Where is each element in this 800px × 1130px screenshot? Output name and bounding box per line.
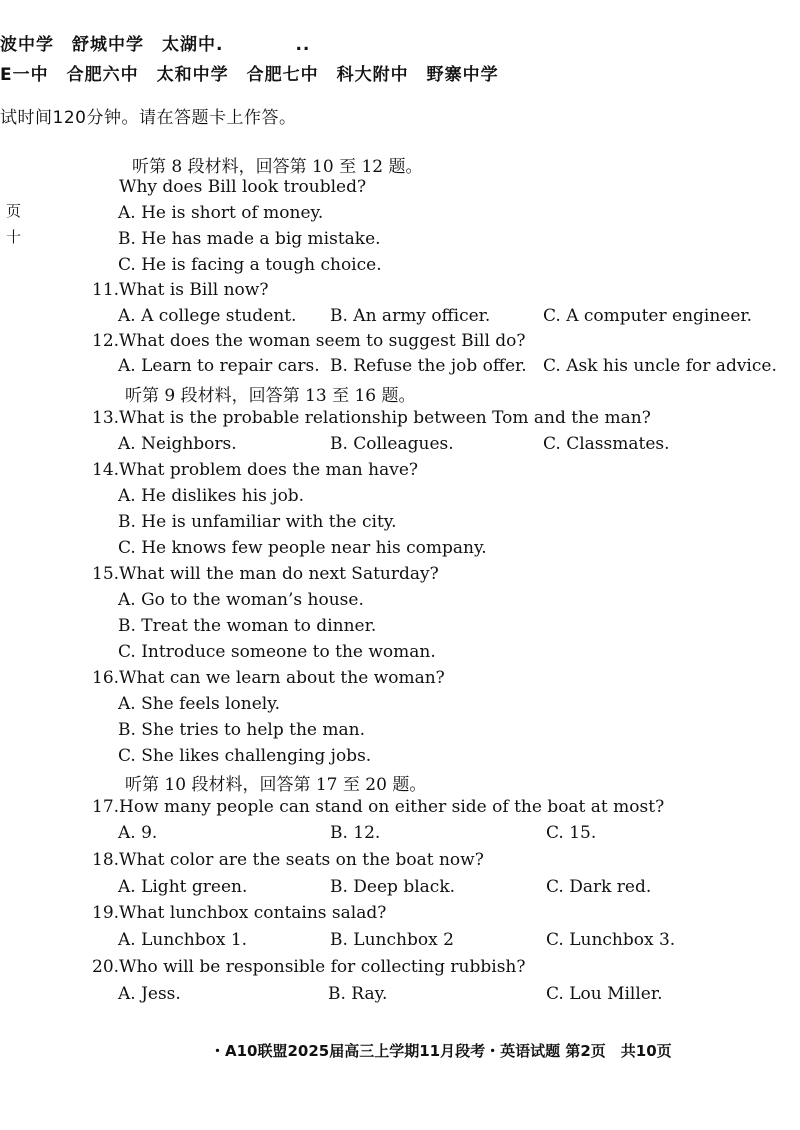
- option: A. Light green.: [118, 877, 248, 897]
- option: A. A college student.: [118, 306, 297, 326]
- option: A. Jess.: [118, 984, 181, 1004]
- question-number: 13.: [92, 408, 120, 428]
- question-text: What can we learn about the woman?: [119, 668, 445, 688]
- option: C. Dark red.: [546, 877, 652, 897]
- question-number: 18.: [92, 850, 120, 870]
- option: A. 9.: [118, 823, 158, 843]
- question-text: Who will be responsible for collecting rubbish?: [119, 957, 526, 977]
- section-intro: 听第 8 段材料，回答第 10 至 12 题。: [132, 157, 423, 177]
- exam-time-note: 试时间120分钟。请在答题卡上作答。: [0, 108, 297, 128]
- question-number: 19.: [92, 903, 120, 923]
- question-text: What lunchbox contains salad?: [119, 903, 387, 923]
- option: C. He knows few people near his company.: [118, 538, 487, 558]
- option: A. Learn to repair cars.: [118, 356, 320, 376]
- question-number: 20.: [92, 957, 120, 977]
- option: C. She likes challenging jobs.: [118, 746, 372, 766]
- option: C. Lunchbox 3.: [546, 930, 676, 950]
- option: B. Deep black.: [330, 877, 456, 897]
- page-footer: ・A10联盟2025届高三上学期11月段考・英语试题 第2页 共10页: [210, 1042, 672, 1060]
- question-12: [92, 331, 526, 351]
- question-number: 16.: [92, 668, 120, 688]
- option: C. Lou Miller.: [546, 984, 663, 1004]
- option: B. Colleagues.: [330, 434, 454, 454]
- margin-mark: 页: [6, 202, 22, 220]
- option: B. He is unfamiliar with the city.: [118, 512, 397, 532]
- option: B. 12.: [330, 823, 381, 843]
- question-19: [92, 903, 386, 923]
- option: B. Treat the woman to dinner.: [118, 616, 377, 636]
- option: B. An army officer.: [330, 306, 491, 326]
- question-text: Why does Bill look troubled?: [119, 177, 367, 197]
- question-number: 12.: [92, 331, 120, 351]
- question-14: [92, 460, 418, 480]
- question-text: What color are the seats on the boat now?: [119, 850, 484, 870]
- option: A. Lunchbox 1.: [118, 930, 248, 950]
- question-number: 11.: [92, 280, 120, 300]
- question-17: [92, 797, 664, 817]
- option: A. Neighbors.: [118, 434, 237, 454]
- question-text: What does the woman seem to suggest Bill do?: [119, 331, 526, 351]
- question-text: What will the man do next Saturday?: [119, 564, 439, 584]
- question-18: [92, 850, 484, 870]
- margin-mark: 十: [6, 228, 22, 246]
- option: A. He dislikes his job.: [118, 486, 305, 506]
- question-13: [92, 408, 651, 428]
- option: C. Ask his uncle for advice.: [543, 356, 777, 376]
- question-number: 14.: [92, 460, 120, 480]
- option: B. Refuse the job offer.: [330, 356, 527, 376]
- option: C. Introduce someone to the woman.: [118, 642, 436, 662]
- option: A. He is short of money.: [118, 203, 324, 223]
- option: B. Lunchbox 2: [330, 930, 454, 950]
- question-text: What is Bill now?: [119, 280, 269, 300]
- question-text: What problem does the man have?: [119, 460, 419, 480]
- option: C. 15.: [546, 823, 597, 843]
- option: B. She tries to help the man.: [118, 720, 365, 740]
- question-number: 17.: [92, 797, 120, 817]
- question-number: 15.: [92, 564, 120, 584]
- question-11: [92, 280, 268, 300]
- question-text: What is the probable relationship between Tom and the man?: [119, 408, 651, 428]
- option: C. A computer engineer.: [543, 306, 753, 326]
- option: C. He is facing a tough choice.: [118, 255, 382, 275]
- option: A. She feels lonely.: [118, 694, 280, 714]
- section-intro: 听第 9 段材料，回答第 13 至 16 题。: [125, 386, 416, 406]
- option: A. Go to the woman’s house.: [118, 590, 364, 610]
- header-schools-line2: E一中 合肥六中 太和中学 合肥七中 科大附中 野寨中学: [0, 65, 499, 85]
- header-schools-line1: 波中学 舒城中学 太湖中. ..: [0, 35, 311, 55]
- question-15: [92, 564, 439, 584]
- option: B. Ray.: [328, 984, 388, 1004]
- question-16: [92, 668, 445, 688]
- question-text: How many people can stand on either side of the boat at most?: [119, 797, 665, 817]
- option: C. Classmates.: [543, 434, 670, 454]
- option: B. He has made a big mistake.: [118, 229, 381, 249]
- section-intro: 听第 10 段材料，回答第 17 至 20 题。: [125, 775, 427, 795]
- question-20: [92, 957, 525, 977]
